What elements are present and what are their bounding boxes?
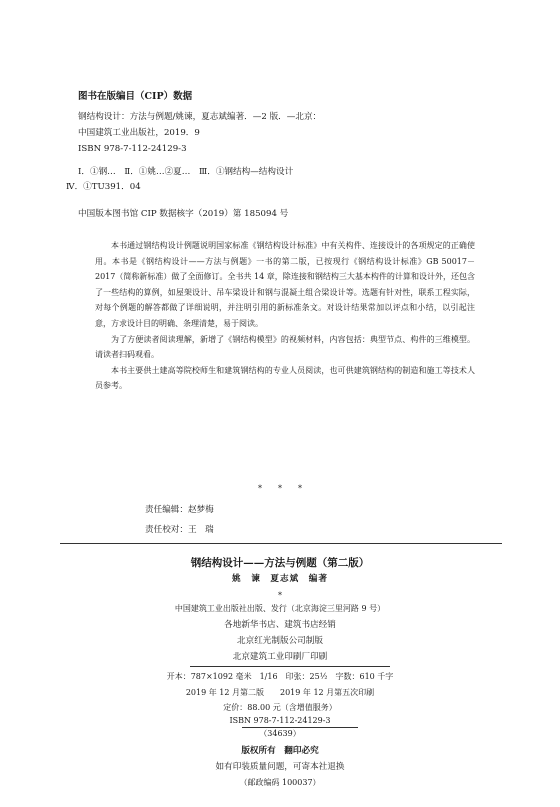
book-authors: 姚 谏 夏志斌 编著 — [232, 574, 328, 584]
book-title: 钢结构设计——方法与例题（第二版） — [190, 557, 370, 569]
separator-star: * — [278, 591, 282, 600]
summary-paragraph: 为了方便读者阅读理解，新增了《钢结构模型》的视频材料，内容包括：典型节点、构件的三维模型。请读者扫码观看。 — [95, 334, 475, 360]
price: 定价：88.00 元（含增值服务） — [223, 703, 337, 712]
cip-line: Ⅳ．①TU391．04 — [66, 182, 141, 192]
book-code: （34639） — [259, 729, 301, 738]
format-specs: 开本：787×1092 毫米 1/16 印张：25½ 字数：610 千字 — [166, 672, 394, 681]
cip-heading: 图书在版编目（CIP）数据 — [78, 91, 193, 102]
printer-line: 北京建筑工业印刷厂印刷 — [232, 652, 328, 662]
plate-maker-line: 北京红光制版公司制版 — [237, 636, 323, 646]
cip-data-number: 中国版本图书馆 CIP 数据核字（2019）第 185094 号 — [78, 209, 289, 219]
divider — [190, 666, 390, 667]
book-summary — [95, 238, 475, 394]
publisher-line: 中国建筑工业出版社出版、发行（北京海淀三里河路 9 号） — [174, 604, 386, 613]
summary-paragraph: 本书主要供土建高等院校师生和建筑钢结构的专业人员阅读，也可供建筑钢结构的制造和施工等技术人员参考。 — [95, 365, 475, 391]
return-note: 如有印装质量问题，可寄本社退换 — [215, 762, 345, 772]
divider — [60, 543, 502, 544]
rights-statement: 版权所有 翻印必究 — [241, 746, 319, 756]
cip-line: 钢结构设计：方法与例题/姚谏，夏志斌编著．—2 版．—北京： — [78, 112, 322, 122]
distributor-line: 各地新华书店、建筑书店经销 — [224, 620, 336, 630]
isbn: ISBN 978-7-112-24129-3 — [229, 716, 331, 725]
edition-info: 2019 年 12 月第二版 2019 年 12 月第五次印刷 — [185, 688, 375, 697]
postcode: （邮政编码 100037） — [239, 778, 321, 787]
summary-paragraph: 本书通过钢结构设计例题说明国家标准《钢结构设计标准》中有关构件、连接设计的各项规定的正确使用。本书是《钢结构设计——方法与例题》一书的第二版，已按现行《钢结构设计标准》GB 50017－2017（简称新标准）做了全面修订。全书共 14 章，除连接和钢结构三大基本构件的计算和设计外，还包含了一些结构的算例，如屋架设计、吊车梁设计和钢与混凝土组合梁设计等。选题有针对性，联系工程实际，对每个例题的解答都做了详细说明，并注明引用的新标准条文。对设计结果常加以评点和小结，以引起注意，方求设计目的明确、条理清楚，易于阅读。 — [95, 241, 475, 328]
responsible-editor: 责任编辑：赵梦梅 — [145, 505, 214, 515]
cip-line: ISBN 978-7-112-24129-3 — [78, 144, 187, 154]
isbn-underline — [242, 727, 358, 728]
cip-line: 中国建筑工业出版社，2019．9 — [78, 128, 200, 138]
cip-line: Ⅰ．①钢… Ⅱ．①姚…②夏… Ⅲ．①钢结构—结构设计 — [78, 167, 294, 177]
responsible-proofreader: 责任校对：王 瑞 — [145, 525, 214, 535]
section-stars: * * * — [258, 484, 302, 493]
